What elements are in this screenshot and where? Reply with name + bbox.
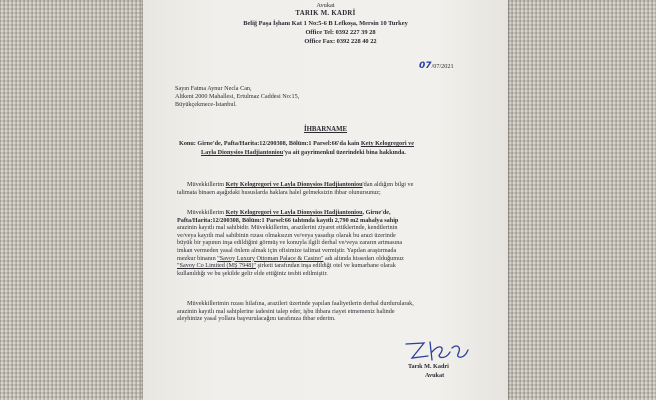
p2-line-4: ve/veya kayıtlı mal sahibinin rızası olmaksızın ve/veya yasadışı olarak bu arazi üzerinde bbox=[177, 231, 396, 239]
p1-text-b: 'dan aldığım bilgi ve bbox=[362, 181, 414, 188]
subject-names-2: Layla Dionysios Hadjiantoniou bbox=[201, 149, 284, 156]
subject-line-1 bbox=[179, 140, 414, 148]
document-date bbox=[419, 62, 454, 71]
header-lawyer-name: TARIK M. KADRİ bbox=[295, 10, 356, 17]
p3-line-2: arazinin kayıtlı mal sahiplerine iadesini talep eder, işbu ihbara riayet etmemeniz halinde bbox=[177, 307, 395, 315]
p2-line-7a: mezkur binanın bbox=[177, 254, 216, 262]
p2-company-name: "Savoy Co Limited (MŞ 7948)" bbox=[177, 262, 256, 270]
handwritten-day: 07 bbox=[419, 61, 432, 71]
printed-month-year: /07/2021 bbox=[431, 63, 454, 70]
recipient-address-1: Altkent 2000 Mahallesi, Ertulmaz Caddesi No:15, bbox=[175, 93, 300, 100]
p1-text-a: Müvekkillerim bbox=[187, 181, 225, 188]
p2-line-7c: adı altında hissedarı olduğumuz bbox=[325, 254, 404, 262]
p2-text-b: , Girne'de, bbox=[362, 209, 391, 216]
document-title: İHBARNAME bbox=[303, 126, 348, 133]
p2-client-names: Kety Kelogregori ve Layla Dionysios Hadjiantoniou bbox=[225, 209, 363, 216]
handwritten-signature bbox=[402, 338, 472, 364]
header-address: Beliğ Paşa İşhanı Kat 1 No:5-6 B Lefkoşa, Mersin 10 Turkey bbox=[243, 20, 408, 27]
signature-name: Tarık M. Kadri bbox=[408, 363, 449, 370]
paragraph-2 bbox=[177, 209, 471, 277]
document-page bbox=[143, 0, 508, 400]
header-phone: Office Tel: 0392 227 39 28 bbox=[305, 29, 376, 36]
p1-client-names: Kety Kelogregori ve Layla Dionysios Hadjiantoniou bbox=[225, 181, 363, 188]
p3-line-1: Müvekkillerimin rızası hilafına, arazileri üzerinde yapılan faaliyetlerin derhal durdurularak, bbox=[187, 300, 414, 307]
p2-line-9: kullanıldığı ve bu şekilde gelir elde ettiğiniz tesbit edilmiştir. bbox=[177, 269, 328, 277]
p2-line-2: Pafta/Harita:12/200308, Bölüm:1 Parsel:66 tahtında kayıtlı 2,790 m2 mahalya sahip bbox=[177, 216, 399, 224]
subject-prefix: Konu: bbox=[179, 140, 196, 147]
paragraph-3 bbox=[177, 300, 471, 323]
p3-line-3: aleyhinize yasal yollara başvurulacağını tarafınıza ihbar ederim. bbox=[177, 315, 336, 323]
header-title: Avukat bbox=[316, 2, 335, 9]
subject-names-1: Kety Kelogregori ve bbox=[360, 140, 415, 147]
p2-hotel-name: "Savoy Luxury Ottoman Palace & Casino" bbox=[217, 254, 324, 262]
paragraph-1 bbox=[177, 181, 471, 196]
subject-remainder: 'ya ait gayrimenkul üzerindeki bina hakkında. bbox=[283, 149, 406, 156]
signature-title: Avukat bbox=[425, 372, 445, 379]
p2-text-a: Müvekkillerim bbox=[187, 209, 225, 216]
header-fax: Office Fax: 0392 228 40 22 bbox=[304, 38, 377, 45]
subject-line-2 bbox=[201, 149, 406, 157]
p2-line-8b: şirketi tarafından inşa edildiği otel ve kumarhane olarak bbox=[257, 262, 396, 270]
p2-line-5: büyük bir yapının inşa edildiğini görmüş ve konuyla ilgili derhal ve/veya zararın artmasına bbox=[177, 239, 403, 247]
p1-text-c: talimata binaen aşağıdaki hususlarda haklara halel gelmeksizin ihbar olunursunuz; bbox=[177, 188, 381, 196]
recipient-address-2: Büyükçekmece-İstanbul. bbox=[175, 101, 237, 108]
p2-line-6: imkan vermeden yasal önlem almak için ofisimize talimat vermiştir. Yapılan araştırmada bbox=[177, 246, 397, 254]
recipient-name: Sayın Fatma Aynur Necla Can, bbox=[175, 85, 252, 92]
subject-location: Girne'de, Pafta/Harita:12/200308, Bölüm:1 Parsel:66'da kain bbox=[197, 140, 360, 147]
p2-line-3: arazinin kayıtlı mal sahibidir. Müvekkillerim, arazilerini ziyaret ettiklerinde, kendilerinin bbox=[177, 224, 398, 232]
